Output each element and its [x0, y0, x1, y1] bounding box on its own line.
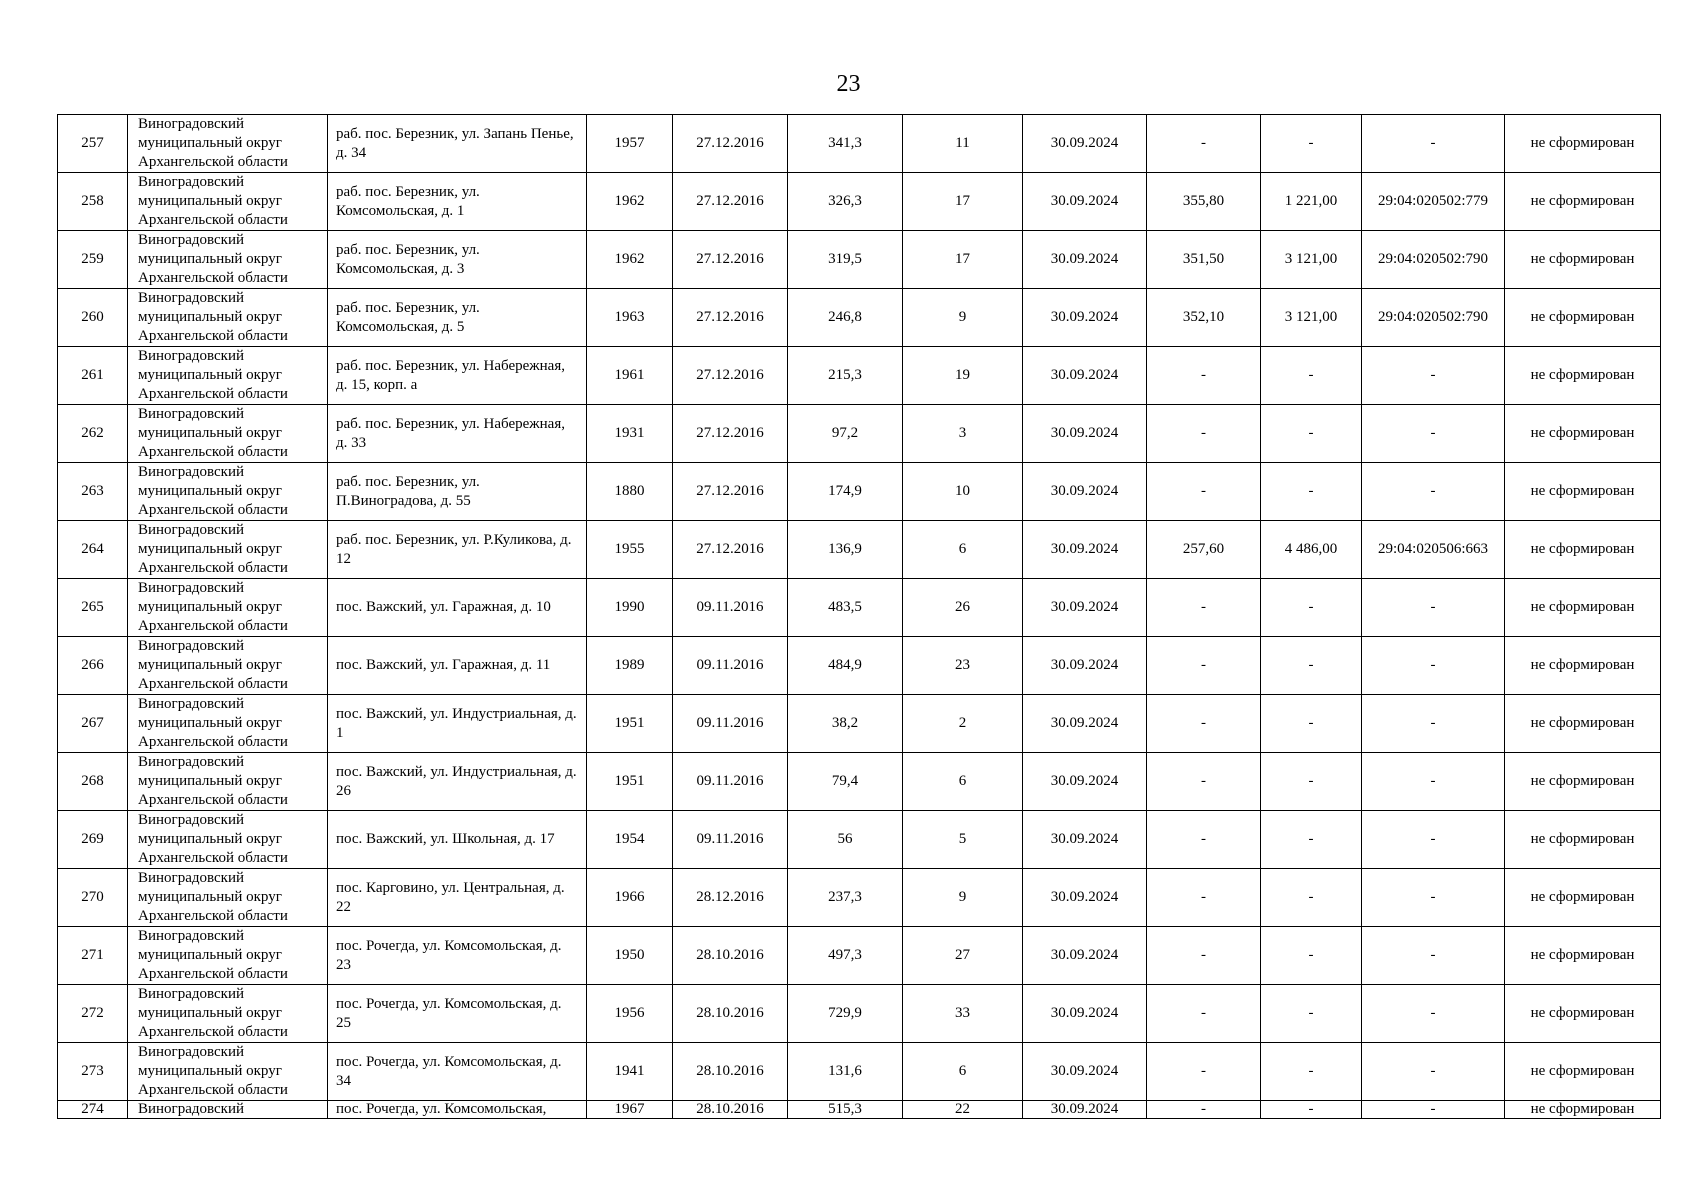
area-cell: 326,3: [788, 173, 903, 231]
table-row: [58, 753, 1661, 811]
status-cell: не сформирован: [1505, 637, 1661, 695]
owner-line: Виноградовский: [138, 986, 244, 1002]
status-cell: не сформирован: [1505, 811, 1661, 869]
row-number: 261: [58, 347, 128, 405]
owner-line: Виноградовский: [138, 464, 244, 480]
table-row: [58, 927, 1661, 985]
deadline-cell: 30.09.2024: [1023, 753, 1147, 811]
owner-line: Виноградовский: [138, 754, 244, 770]
row-number: 266: [58, 637, 128, 695]
area-cell: 237,3: [788, 869, 903, 927]
area-cell: 97,2: [788, 405, 903, 463]
residents-cell: 23: [903, 637, 1023, 695]
residents-cell: 17: [903, 173, 1023, 231]
owner-line: Архангельской области: [138, 560, 288, 576]
owner-cell: [128, 521, 328, 579]
land-area-2-cell: 4 486,00: [1261, 521, 1362, 579]
deadline-cell: 30.09.2024: [1023, 985, 1147, 1043]
owner-cell: [128, 173, 328, 231]
owner-cell: [128, 869, 328, 927]
cadastral-number-cell: -: [1362, 1043, 1505, 1101]
date-cell: 09.11.2016: [673, 753, 788, 811]
cadastral-number-cell: -: [1362, 869, 1505, 927]
residents-cell: 26: [903, 579, 1023, 637]
status-cell: не сформирован: [1505, 753, 1661, 811]
owner-line: Виноградовский: [138, 406, 244, 422]
land-area-2-cell: 3 121,00: [1261, 289, 1362, 347]
cadastral-number-cell: -: [1362, 985, 1505, 1043]
residents-cell: 6: [903, 521, 1023, 579]
area-cell: 246,8: [788, 289, 903, 347]
deadline-cell: 30.09.2024: [1023, 1043, 1147, 1101]
land-area-1-cell: -: [1147, 1101, 1261, 1119]
year-cell: 1962: [587, 173, 673, 231]
date-cell: 28.10.2016: [673, 1101, 788, 1119]
owner-line: Архангельской области: [138, 444, 288, 460]
residents-cell: 3: [903, 405, 1023, 463]
owner-line: муниципальный округ: [138, 657, 282, 673]
land-area-1-cell: 257,60: [1147, 521, 1261, 579]
table-row: [58, 1101, 1661, 1119]
land-area-2-cell: -: [1261, 811, 1362, 869]
owner-cell: [128, 1043, 328, 1101]
cadastral-number-cell: -: [1362, 1101, 1505, 1119]
residents-cell: 6: [903, 1043, 1023, 1101]
land-area-2-cell: -: [1261, 985, 1362, 1043]
year-cell: 1880: [587, 463, 673, 521]
residents-cell: 11: [903, 115, 1023, 173]
owner-line: муниципальный округ: [138, 1005, 282, 1021]
deadline-cell: 30.09.2024: [1023, 637, 1147, 695]
row-number: 263: [58, 463, 128, 521]
land-area-1-cell: -: [1147, 753, 1261, 811]
date-cell: 27.12.2016: [673, 289, 788, 347]
year-cell: 1957: [587, 115, 673, 173]
cadastral-number-cell: -: [1362, 753, 1505, 811]
land-area-1-cell: -: [1147, 695, 1261, 753]
year-cell: 1941: [587, 1043, 673, 1101]
land-area-1-cell: -: [1147, 1043, 1261, 1101]
table-row: [58, 347, 1661, 405]
status-cell: не сформирован: [1505, 115, 1661, 173]
address-cell: раб. пос. Березник, ул. Набережная, д. 33: [328, 405, 587, 463]
table-row: [58, 463, 1661, 521]
land-area-1-cell: 355,80: [1147, 173, 1261, 231]
year-cell: 1961: [587, 347, 673, 405]
land-area-2-cell: -: [1261, 1043, 1362, 1101]
deadline-cell: 30.09.2024: [1023, 463, 1147, 521]
table-row: [58, 173, 1661, 231]
owner-line: Виноградовский: [138, 116, 244, 132]
row-number: 271: [58, 927, 128, 985]
cadastral-number-cell: 29:04:020502:779: [1362, 173, 1505, 231]
owner-cell: [128, 637, 328, 695]
address-cell: пос. Рочегда, ул. Комсомольская, д. 23: [328, 927, 587, 985]
date-cell: 27.12.2016: [673, 347, 788, 405]
row-number: 257: [58, 115, 128, 173]
owner-line: муниципальный округ: [138, 773, 282, 789]
land-area-2-cell: -: [1261, 405, 1362, 463]
residents-cell: 2: [903, 695, 1023, 753]
area-cell: 79,4: [788, 753, 903, 811]
address-cell: раб. пос. Березник, ул. Комсомольская, д. 5: [328, 289, 587, 347]
owner-line: Архангельской области: [138, 386, 288, 402]
area-cell: 38,2: [788, 695, 903, 753]
row-number: 268: [58, 753, 128, 811]
land-area-1-cell: -: [1147, 579, 1261, 637]
residents-cell: 9: [903, 289, 1023, 347]
deadline-cell: 30.09.2024: [1023, 289, 1147, 347]
date-cell: 27.12.2016: [673, 115, 788, 173]
land-area-1-cell: -: [1147, 463, 1261, 521]
table-row: [58, 231, 1661, 289]
land-area-1-cell: 351,50: [1147, 231, 1261, 289]
deadline-cell: 30.09.2024: [1023, 1101, 1147, 1119]
year-cell: 1963: [587, 289, 673, 347]
date-cell: 28.10.2016: [673, 985, 788, 1043]
residents-cell: 27: [903, 927, 1023, 985]
year-cell: 1962: [587, 231, 673, 289]
year-cell: 1951: [587, 695, 673, 753]
owner-line: Виноградовский: [138, 348, 244, 364]
owner-line: Виноградовский: [138, 290, 244, 306]
residents-cell: 22: [903, 1101, 1023, 1119]
address-cell: раб. пос. Березник, ул. Запань Пенье, д. 34: [328, 115, 587, 173]
owner-line: муниципальный округ: [138, 425, 282, 441]
owner-line: муниципальный округ: [138, 889, 282, 905]
owner-line: Виноградовский: [138, 870, 244, 886]
owner-cell: [128, 927, 328, 985]
residents-cell: 17: [903, 231, 1023, 289]
address-cell: пос. Важский, ул. Индустриальная, д. 26: [328, 753, 587, 811]
land-area-1-cell: -: [1147, 637, 1261, 695]
row-number: 269: [58, 811, 128, 869]
cadastral-number-cell: -: [1362, 695, 1505, 753]
owner-line: Архангельской области: [138, 908, 288, 924]
area-cell: 215,3: [788, 347, 903, 405]
owner-line: Виноградовский: [138, 580, 244, 596]
year-cell: 1951: [587, 753, 673, 811]
date-cell: 27.12.2016: [673, 173, 788, 231]
owner-line: Архангельской области: [138, 270, 288, 286]
row-number: 259: [58, 231, 128, 289]
year-cell: 1931: [587, 405, 673, 463]
area-cell: 484,9: [788, 637, 903, 695]
status-cell: не сформирован: [1505, 695, 1661, 753]
status-cell: не сформирован: [1505, 463, 1661, 521]
owner-cell: [128, 405, 328, 463]
area-cell: 136,9: [788, 521, 903, 579]
date-cell: 27.12.2016: [673, 463, 788, 521]
status-cell: не сформирован: [1505, 289, 1661, 347]
row-number: 264: [58, 521, 128, 579]
deadline-cell: 30.09.2024: [1023, 173, 1147, 231]
status-cell: не сформирован: [1505, 1043, 1661, 1101]
date-cell: 27.12.2016: [673, 405, 788, 463]
table-row: [58, 985, 1661, 1043]
land-area-2-cell: 1 221,00: [1261, 173, 1362, 231]
deadline-cell: 30.09.2024: [1023, 231, 1147, 289]
status-cell: не сформирован: [1505, 869, 1661, 927]
address-cell: раб. пос. Березник, ул. П.Виноградова, д. 55: [328, 463, 587, 521]
owner-cell: [128, 347, 328, 405]
cadastral-number-cell: 29:04:020506:663: [1362, 521, 1505, 579]
cadastral-number-cell: -: [1362, 927, 1505, 985]
table-row: [58, 637, 1661, 695]
address-cell: пос. Рочегда, ул. Комсомольская, д. 34: [328, 1043, 587, 1101]
date-cell: 28.12.2016: [673, 869, 788, 927]
land-area-1-cell: -: [1147, 811, 1261, 869]
cadastral-number-cell: 29:04:020502:790: [1362, 231, 1505, 289]
owner-line: муниципальный округ: [138, 1063, 282, 1079]
owner-line: муниципальный округ: [138, 251, 282, 267]
cadastral-number-cell: 29:04:020502:790: [1362, 289, 1505, 347]
table-row: [58, 405, 1661, 463]
address-cell: раб. пос. Березник, ул. Комсомольская, д. 3: [328, 231, 587, 289]
owner-line: муниципальный округ: [138, 599, 282, 615]
status-cell: не сформирован: [1505, 521, 1661, 579]
status-cell: не сформирован: [1505, 347, 1661, 405]
land-area-2-cell: -: [1261, 347, 1362, 405]
housing-registry-table: [57, 114, 1661, 1119]
status-cell: не сформирован: [1505, 405, 1661, 463]
owner-cell: [128, 985, 328, 1043]
land-area-1-cell: -: [1147, 985, 1261, 1043]
owner-cell: [128, 579, 328, 637]
area-cell: 319,5: [788, 231, 903, 289]
owner-line: муниципальный округ: [138, 947, 282, 963]
date-cell: 09.11.2016: [673, 579, 788, 637]
owner-cell: [128, 695, 328, 753]
address-cell: пос. Важский, ул. Школьная, д. 17: [328, 811, 587, 869]
owner-line: Виноградовский: [138, 1044, 244, 1060]
row-number: 270: [58, 869, 128, 927]
residents-cell: 19: [903, 347, 1023, 405]
owner-line: Виноградовский: [138, 232, 244, 248]
address-cell: пос. Важский, ул. Гаражная, д. 10: [328, 579, 587, 637]
table-row: [58, 869, 1661, 927]
address-cell: раб. пос. Березник, ул. Р.Куликова, д. 12: [328, 521, 587, 579]
year-cell: 1990: [587, 579, 673, 637]
address-cell: пос. Важский, ул. Индустриальная, д. 1: [328, 695, 587, 753]
area-cell: 497,3: [788, 927, 903, 985]
deadline-cell: 30.09.2024: [1023, 579, 1147, 637]
owner-line: муниципальный округ: [138, 309, 282, 325]
owner-line: муниципальный округ: [138, 483, 282, 499]
table-row: [58, 289, 1661, 347]
address-cell: раб. пос. Березник, ул. Набережная, д. 15, корп. а: [328, 347, 587, 405]
owner-line: Архангельской области: [138, 502, 288, 518]
date-cell: 27.12.2016: [673, 521, 788, 579]
table-row: [58, 115, 1661, 173]
area-cell: 174,9: [788, 463, 903, 521]
owner-line: Архангельской области: [138, 212, 288, 228]
date-cell: 28.10.2016: [673, 927, 788, 985]
residents-cell: 9: [903, 869, 1023, 927]
land-area-2-cell: -: [1261, 637, 1362, 695]
year-cell: 1967: [587, 1101, 673, 1119]
area-cell: 515,3: [788, 1101, 903, 1119]
row-number: 273: [58, 1043, 128, 1101]
land-area-2-cell: -: [1261, 579, 1362, 637]
row-number: 272: [58, 985, 128, 1043]
registry-body: [58, 115, 1661, 1119]
date-cell: 27.12.2016: [673, 231, 788, 289]
land-area-1-cell: -: [1147, 347, 1261, 405]
date-cell: 09.11.2016: [673, 637, 788, 695]
area-cell: 56: [788, 811, 903, 869]
land-area-2-cell: -: [1261, 695, 1362, 753]
owner-line: Архангельской области: [138, 1082, 288, 1098]
owner-cell: [128, 753, 328, 811]
status-cell: не сформирован: [1505, 927, 1661, 985]
owner-line: Виноградовский: [138, 696, 244, 712]
land-area-2-cell: 3 121,00: [1261, 231, 1362, 289]
land-area-1-cell: -: [1147, 115, 1261, 173]
owner-line: Архангельской области: [138, 734, 288, 750]
owner-line: Архангельской области: [138, 328, 288, 344]
owner-cell: [128, 1101, 328, 1119]
owner-line: Архангельской области: [138, 618, 288, 634]
owner-line: Архангельской области: [138, 1024, 288, 1040]
land-area-2-cell: -: [1261, 1101, 1362, 1119]
owner-cell: [128, 463, 328, 521]
owner-line: Виноградовский: [138, 638, 244, 654]
land-area-2-cell: -: [1261, 869, 1362, 927]
status-cell: не сформирован: [1505, 1101, 1661, 1119]
status-cell: не сформирован: [1505, 231, 1661, 289]
cadastral-number-cell: -: [1362, 811, 1505, 869]
year-cell: 1955: [587, 521, 673, 579]
year-cell: 1954: [587, 811, 673, 869]
land-area-2-cell: -: [1261, 115, 1362, 173]
owner-line: Виноградовский: [138, 174, 244, 190]
deadline-cell: 30.09.2024: [1023, 811, 1147, 869]
owner-line: Архангельской области: [138, 966, 288, 982]
row-number: 265: [58, 579, 128, 637]
area-cell: 729,9: [788, 985, 903, 1043]
year-cell: 1989: [587, 637, 673, 695]
table-row: [58, 1043, 1661, 1101]
owner-line: муниципальный округ: [138, 715, 282, 731]
residents-cell: 6: [903, 753, 1023, 811]
owner-line: Архангельской области: [138, 792, 288, 808]
owner-line: Архангельской области: [138, 154, 288, 170]
owner-cell: [128, 231, 328, 289]
residents-cell: 5: [903, 811, 1023, 869]
cadastral-number-cell: -: [1362, 463, 1505, 521]
table-row: [58, 811, 1661, 869]
area-cell: 131,6: [788, 1043, 903, 1101]
date-cell: 09.11.2016: [673, 695, 788, 753]
row-number: 262: [58, 405, 128, 463]
address-cell: пос. Важский, ул. Гаражная, д. 11: [328, 637, 587, 695]
land-area-1-cell: -: [1147, 927, 1261, 985]
status-cell: не сформирован: [1505, 173, 1661, 231]
land-area-2-cell: -: [1261, 753, 1362, 811]
address-cell: пос. Карговино, ул. Центральная, д. 22: [328, 869, 587, 927]
deadline-cell: 30.09.2024: [1023, 869, 1147, 927]
owner-line: Виноградовский: [138, 928, 244, 944]
status-cell: не сформирован: [1505, 579, 1661, 637]
owner-line: муниципальный округ: [138, 367, 282, 383]
owner-line: муниципальный округ: [138, 831, 282, 847]
owner-cell: [128, 811, 328, 869]
table-row: [58, 521, 1661, 579]
owner-line: муниципальный округ: [138, 135, 282, 151]
residents-cell: 33: [903, 985, 1023, 1043]
date-cell: 09.11.2016: [673, 811, 788, 869]
deadline-cell: 30.09.2024: [1023, 927, 1147, 985]
row-number: 260: [58, 289, 128, 347]
deadline-cell: 30.09.2024: [1023, 115, 1147, 173]
land-area-1-cell: -: [1147, 869, 1261, 927]
cadastral-number-cell: -: [1362, 405, 1505, 463]
owner-cell: [128, 289, 328, 347]
cadastral-number-cell: -: [1362, 637, 1505, 695]
owner-line: муниципальный округ: [138, 541, 282, 557]
address-cell: пос. Рочегда, ул. Комсомольская,: [328, 1101, 587, 1119]
residents-cell: 10: [903, 463, 1023, 521]
deadline-cell: 30.09.2024: [1023, 405, 1147, 463]
address-cell: пос. Рочегда, ул. Комсомольская, д. 25: [328, 985, 587, 1043]
land-area-1-cell: 352,10: [1147, 289, 1261, 347]
owner-line: муниципальный округ: [138, 193, 282, 209]
table-row: [58, 579, 1661, 637]
deadline-cell: 30.09.2024: [1023, 695, 1147, 753]
land-area-2-cell: -: [1261, 927, 1362, 985]
row-number: 267: [58, 695, 128, 753]
cadastral-number-cell: -: [1362, 115, 1505, 173]
deadline-cell: 30.09.2024: [1023, 521, 1147, 579]
cadastral-number-cell: -: [1362, 347, 1505, 405]
deadline-cell: 30.09.2024: [1023, 347, 1147, 405]
address-cell: раб. пос. Березник, ул. Комсомольская, д. 1: [328, 173, 587, 231]
cadastral-number-cell: -: [1362, 579, 1505, 637]
status-cell: не сформирован: [1505, 985, 1661, 1043]
owner-line: Виноградовский: [138, 522, 244, 538]
row-number: 274: [58, 1101, 128, 1119]
table-row: [58, 695, 1661, 753]
land-area-1-cell: -: [1147, 405, 1261, 463]
owner-line: Виноградовский: [138, 812, 244, 828]
land-area-2-cell: -: [1261, 463, 1362, 521]
area-cell: 341,3: [788, 115, 903, 173]
year-cell: 1956: [587, 985, 673, 1043]
year-cell: 1950: [587, 927, 673, 985]
owner-line: Виноградовский: [138, 1101, 244, 1117]
page-number: 23: [836, 71, 861, 97]
area-cell: 483,5: [788, 579, 903, 637]
owner-cell: [128, 115, 328, 173]
date-cell: 28.10.2016: [673, 1043, 788, 1101]
row-number: 258: [58, 173, 128, 231]
owner-line: Архангельской области: [138, 850, 288, 866]
owner-line: Архангельской области: [138, 676, 288, 692]
year-cell: 1966: [587, 869, 673, 927]
